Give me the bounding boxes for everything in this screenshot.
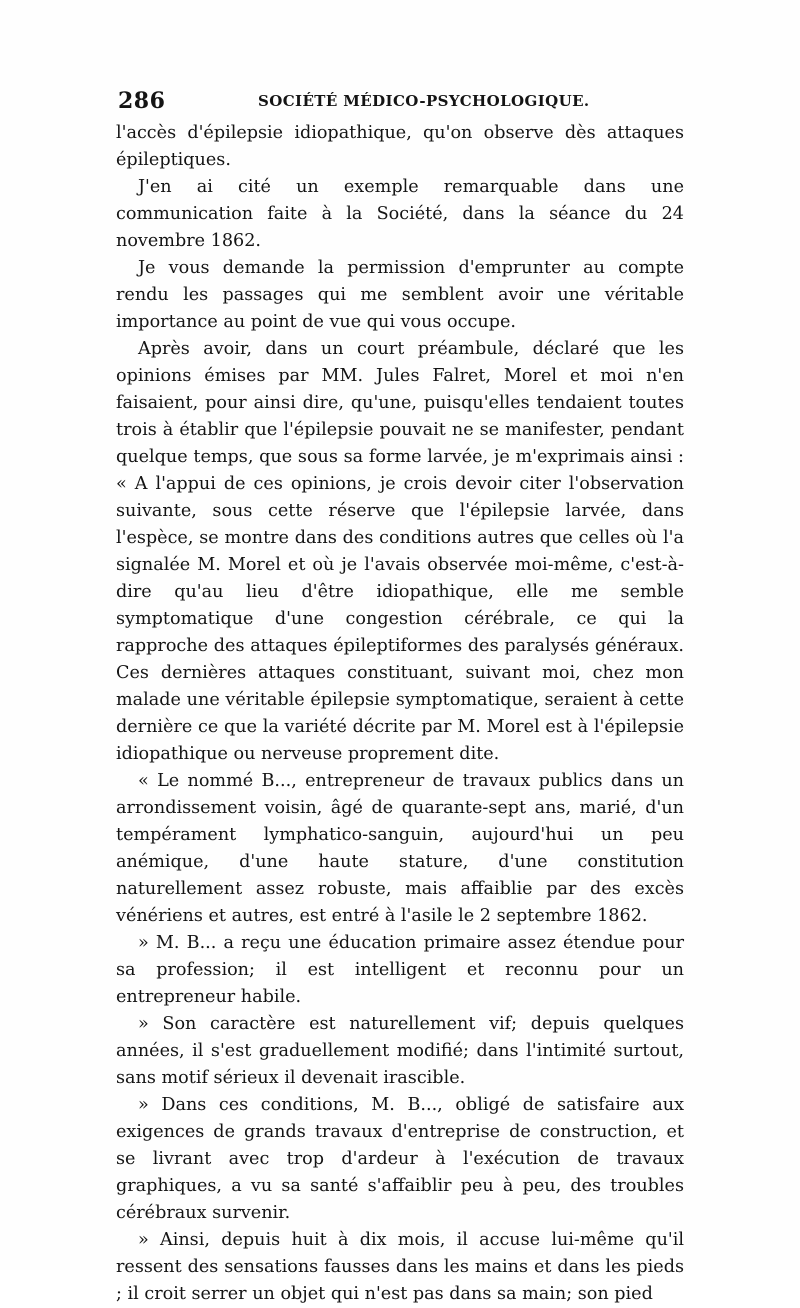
- paragraph-conditions: » Dans ces conditions, M. B..., obligé de satisfaire aux exigences de grands travaux d'entreprise de construction, et se livrant avec trop d'ardeur à l'exécution de travaux graphiques, a vu sa santé s'affaiblir peu à peu, des troubles cérébraux survenir.: [116, 1095, 684, 1223]
- page-number: 286: [118, 88, 166, 114]
- paragraph-permission: Je vous demande la permission d'emprunter au compte rendu les passages qui me semblent avoir une véritable importance au point de vue qui vous occupe.: [116, 258, 684, 332]
- paragraph-communication: J'en ai cité un exemple remarquable dans une communication faite à la Société, dans la séance du 24 novembre 1862.: [116, 177, 684, 251]
- paragraph-patient-intro: « Le nommé B..., entrepreneur de travaux publics dans un arrondissement voisin, âgé de quarante-sept ans, marié, d'un tempérament lymphatico-sanguin, aujourd'hui un peu anémique, d'une haute stature, d'une constitution naturellement assez robuste, mais affaiblie par des excès vénériens et autres, est entré à l'asile le 2 septembre 1862.: [116, 771, 684, 926]
- paragraph-education: » M. B... a reçu une éducation primaire assez étendue pour sa profession; il est intelligent et reconnu pour un entrepreneur habile.: [116, 933, 684, 1007]
- paragraph-continuation: l'accès d'épilepsie idiopathique, qu'on observe dès attaques épileptiques.: [116, 123, 684, 170]
- body-text: [116, 120, 684, 1308]
- paragraph-sensations: » Ainsi, depuis huit à dix mois, il accuse lui-même qu'il ressent des sensations fausses dans les mains et dans les pieds ; il croit serrer un objet qui n'est pas dans sa main; son pied: [116, 1230, 684, 1304]
- running-title: SOCIÉTÉ MÉDICO-PSYCHOLOGIQUE.: [258, 92, 590, 110]
- paragraph-character: » Son caractère est naturellement vif; depuis quelques années, il s'est graduellement modifié; dans l'intimité surtout, sans motif sérieux il devenait irascible.: [116, 1014, 684, 1088]
- page-header: [118, 88, 688, 118]
- paragraph-preamble: Après avoir, dans un court préambule, déclaré que les opinions émises par MM. Jules Falret, Morel et moi n'en faisaient, pour ainsi dire, qu'une, puisqu'elles tendaient toutes trois à établir que l'épilepsie pouvait ne se manifester, pendant quelque temps, que sous sa forme larvée, je m'exprimais ainsi : « A l'appui de ces opinions, je crois devoir citer l'observation suivante, sous cette réserve que l'épilepsie larvée, dans l'espèce, se montre dans des conditions autres que celles où l'a signalée M. Morel et où je l'avais observée moi-même, c'est-à-dire qu'au lieu d'être idiopathique, elle me semble symptomatique d'une congestion cérébrale, ce qui la rapproche des attaques épileptiformes des paralysés généraux. Ces dernières attaques constituant, suivant moi, chez mon malade une véritable épilepsie symptomatique, seraient à cette dernière ce que la variété décrite par M. Morel est à l'épilepsie idiopathique ou nerveuse proprement dite.: [116, 339, 684, 764]
